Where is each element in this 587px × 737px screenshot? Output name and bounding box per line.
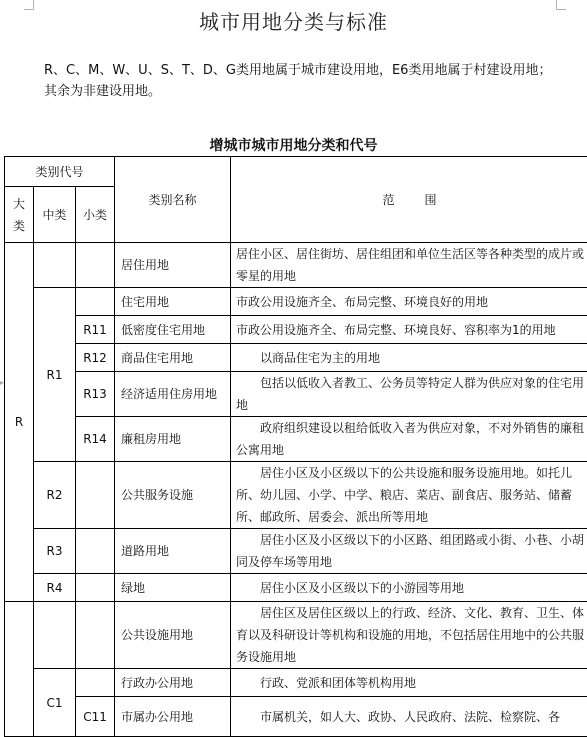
table-row: [5, 372, 587, 417]
category-range: 政府组织建设以租给低收入者为供应对象，不对外销售的廉租公寓用地: [231, 417, 587, 462]
table-row: [5, 574, 587, 602]
category-name: 公共设施用地: [115, 602, 231, 669]
table-row: [5, 462, 587, 529]
category-range: 居住区及居住区级以上的行政、经济、文化、教育、卫生、体育以及科研设计等机构和设施的用地，不包括居住用地中的公共服务设施用地: [231, 602, 587, 669]
category-name: 住宅用地: [115, 288, 231, 316]
medium-code: R4: [34, 574, 76, 602]
minor-code: [76, 602, 115, 669]
category-name: 行政办公用地: [115, 669, 231, 697]
minor-code: [76, 574, 115, 602]
table-row: [5, 669, 587, 697]
medium-code: C1: [34, 669, 76, 737]
header-minor: 小类: [76, 187, 115, 243]
table-row: [5, 288, 587, 316]
category-name: 道路用地: [115, 529, 231, 574]
medium-code: R1: [34, 288, 76, 462]
category-name: 市属办公用地: [115, 697, 231, 737]
header-category-code: 类别代号: [5, 157, 115, 187]
category-range: 行政、党派和团体等机构用地: [231, 669, 587, 697]
margin-marker: ▸: [0, 378, 4, 387]
category-name: 居住用地: [115, 243, 231, 288]
category-name: 绿地: [115, 574, 231, 602]
category-range: 市属机关，如人大、政协、人民政府、法院、检察院、各: [231, 697, 587, 737]
medium-code: R3: [34, 529, 76, 574]
table-row: [5, 243, 587, 288]
minor-code: [76, 669, 115, 697]
minor-code: C11: [76, 697, 115, 737]
category-range: 以商品住宅为主的用地: [231, 344, 587, 372]
category-range: 包括以低收入者教工、公务员等特定人群为供应对象的住宅用地: [231, 372, 587, 417]
category-name: 低密度住宅用地: [115, 316, 231, 344]
table-row: [5, 316, 587, 344]
header-scope: 范 围: [231, 157, 587, 243]
medium-code: [34, 243, 76, 288]
table-row: [5, 602, 587, 669]
intro-paragraph: R、C、M、W、U、S、T、D、G类用地属于城市建设用地，E6类用地属于村建设用地；其余为非建设用地。: [44, 60, 559, 102]
category-range: 居住小区、居住街坊、居住组团和单位生活区等各种类型的成片或零星的用地: [231, 243, 587, 288]
medium-code: [34, 602, 76, 669]
table-row: [5, 417, 587, 462]
document-title: 城市用地分类与标准: [0, 6, 587, 35]
category-name: 经济适用住房用地: [115, 372, 231, 417]
category-range: 市政公用设施齐全、布局完整、环境良好的用地: [231, 288, 587, 316]
category-range: 居住小区及小区级以下的小游园等用地: [231, 574, 587, 602]
category-range: 居住小区及小区级以下的公共设施和服务设施用地。如托儿所、幼儿园、小学、中学、粮店、菜店、副食店、服务站、储蓄所、邮政所、居委会、派出所等用地: [231, 462, 587, 529]
table-row: [5, 529, 587, 574]
table-row: [5, 344, 587, 372]
land-use-table: [4, 156, 587, 737]
medium-code: R2: [34, 462, 76, 529]
major-code: [5, 602, 34, 737]
minor-code: [76, 243, 115, 288]
header-name: 类别名称: [115, 157, 231, 243]
table-title: 增城市城市用地分类和代号: [0, 135, 587, 155]
minor-code: R13: [76, 372, 115, 417]
category-range: 市政公用设施齐全、布局完整、环境良好、容积率为1的用地: [231, 316, 587, 344]
minor-code: R14: [76, 417, 115, 462]
category-name: 商品住宅用地: [115, 344, 231, 372]
minor-code: [76, 529, 115, 574]
major-code: R: [5, 243, 34, 602]
header-major: 大类: [5, 187, 34, 243]
category-name: 廉租房用地: [115, 417, 231, 462]
minor-code: R12: [76, 344, 115, 372]
header-medium: 中类: [34, 187, 76, 243]
category-range: 居住小区及小区级以下的小区路、组团路或小街、小巷、小胡同及停车场等用地: [231, 529, 587, 574]
minor-code: [76, 288, 115, 316]
category-name: 公共服务设施: [115, 462, 231, 529]
table-row: [5, 697, 587, 737]
minor-code: R11: [76, 316, 115, 344]
minor-code: [76, 462, 115, 529]
